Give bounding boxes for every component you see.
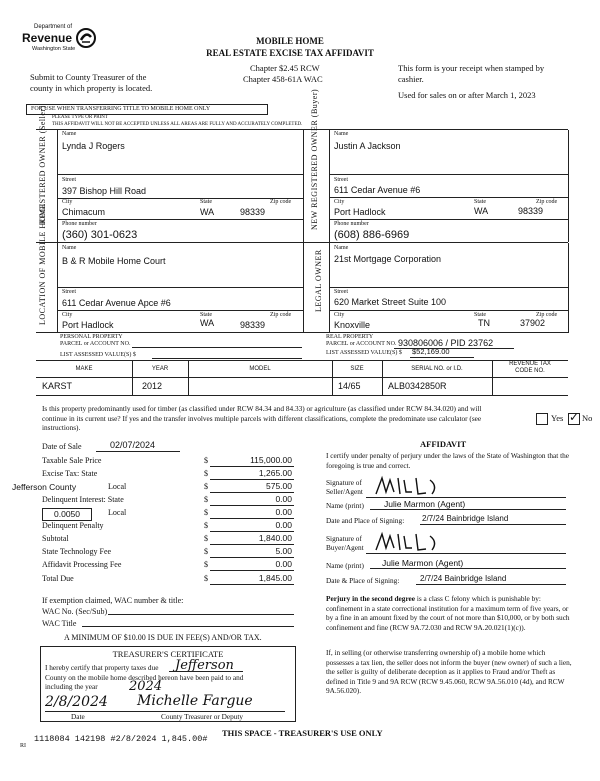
tax-row-label: Local [108,508,127,517]
seller-date-place-label: Date and Place of Signing: [326,516,405,525]
treasurer-text-2: County on the mobile home described hereon have been paid to and including the year [45,673,244,691]
buyer-print-name: Julie Marmon (Agent) [382,558,464,568]
exemption-label: If exemption claimed, WAC number & title: [42,596,184,605]
label: Phone number [62,221,97,227]
tax-row-label: Affidavit Processing Fee [42,560,122,569]
tax-row-value: 575.00 [266,481,292,491]
buyer-side-label: NEW REGISTERED OWNER (Buyer) [310,88,319,230]
chapter-rcw: Chapter $2.45 RCW [250,63,320,73]
location-zip: 98339 [240,320,266,330]
date-of-sale-label: Date of Sale [42,442,82,451]
header-tax-code: REVENUE TAX CODE NO. [509,361,551,374]
location-name: B & R Mobile Home Court [62,256,166,266]
county-name: Jefferson County [12,482,77,492]
label: Name [62,245,77,251]
tax-row-label: Subtotal [42,534,69,543]
label: Zip code [270,199,292,205]
seller-city: Chimacum [62,207,106,217]
tax-row-label: Total Due [42,574,74,583]
treasurer-signature: Michelle Fargue [137,693,253,709]
chapter-wac: Chapter 458-61A WAC [243,74,323,84]
seller-sig-label: Signature of Seller/Agent [326,478,363,496]
tax-row-value: 1,840.00 [258,533,292,543]
tax-row-label: Taxable Sale Price [42,456,102,465]
label: City [62,199,73,205]
tax-row-value: 0.00 [275,559,292,569]
header-size: SIZE [350,366,364,372]
label: Phone number [334,221,369,227]
form-title-2: REAL ESTATE EXCISE TAX AFFIDAVIT [206,48,374,58]
legal-owner-street: 620 Market Street Suite 100 [334,297,447,307]
no-label: No [582,413,593,423]
no-checkbox[interactable] [568,410,580,425]
header-serial: SERIAL NO. or I.D. [411,366,463,372]
treasurer-title: TREASURER'S CERTIFICATE [112,649,224,659]
seller-phone: (360) 301-0623 [62,229,138,241]
treasurer-county-hw: Jefferson [175,658,234,673]
tax-row-label: Delinquent Penalty [42,521,104,530]
seller-signature [372,474,442,498]
header-year: YEAR [151,366,169,372]
label: State [200,199,212,205]
label: Street [334,177,348,183]
label: Name [62,131,77,137]
assessed-label: LIST ASSESSED VALUE(S) $ [60,352,136,358]
timber-question: Is this property predominantly used for timber (as classified under RCW 84.34 and 84.33) or agriculture (as classified under RCW 84.34.020) and will continue in its current use? If yes and the transfer involves multiple parcels with different classifications, complete the predominate use calculator (see instructions). [42,404,482,432]
agency-line1: Department of [34,24,73,30]
wac-title-label: WAC Title [42,619,77,628]
tax-row-value: 115,000.00 [250,455,292,465]
seller-side-label: REGISTERED OWNER (Seller) [38,105,47,224]
location-side-label: LOCATION OF MOBILE HOME [38,203,47,325]
buyer-street: 611 Cedar Avenue #6 [334,185,421,195]
cell-serial: ALB0342850R [388,381,447,391]
tax-row-dollar: $ [204,560,208,569]
local-rate-box [42,508,92,521]
seller-name: Lynda J Rogers [62,141,125,151]
tax-row-value: 5.00 [275,546,292,556]
use-note: Used for sales on or after March 1, 2023 [398,90,536,100]
submit-note: Submit to County Treasurer of the county in which property is located. [30,72,153,93]
tax-row-label: Delinquent Interest: State [42,495,124,504]
seller-state: WA [200,207,215,217]
treasurer-date-label: Date [71,712,85,721]
tax-row-value: 0.00 [275,507,292,517]
legal-side-label: LEGAL OWNER [314,249,323,312]
agency-state: Washington State [32,46,76,52]
treasurer-certificate [40,646,296,722]
real-property-label: REAL PROPERTY [326,334,374,340]
checkmark-icon: ✓ [569,410,580,424]
cell-size: 14/65 [338,381,361,391]
seller-street: 397 Bishop Hill Road [62,186,147,196]
seller-name-print-label: Name (print) [326,501,364,510]
label: State [474,312,486,318]
minimum-notice: A MINIMUM OF $10.00 IS DUE IN FEE(S) AND/OR TAX. [64,633,262,642]
type-note: PLEASE TYPE OR PRINT [52,115,108,120]
cell-make: KARST [42,381,73,391]
treasurer-use-only: THIS SPACE - TREASURER'S USE ONLY [222,728,383,738]
buyer-state: WA [474,206,489,216]
label: City [334,199,345,205]
label: City [334,312,345,318]
label: Name [334,131,349,137]
buyer-phone: (608) 886-6969 [334,229,410,241]
tax-row-dollar: $ [204,508,208,517]
label: Street [334,289,348,295]
buyer-name-print-label: Name (print) [326,561,364,570]
buyer-date-place: 2/7/24 Bainbridge Island [420,574,507,583]
label: State [474,199,486,205]
lien-text: If, in selling (or otherwise transferring ownership of) a mobile home which possesses a tax lien, the seller does not inform the buyer (new owner) of such a lien, the seller is guilty of deliberate deception as it applies to Fraud and/or Theft as defined in Title 9 and 9A RCW (RCW 9.45.060, RCW 9A.56.010 (4d), and RCW 9A.56.020). [326,648,572,695]
label: Zip code [536,199,558,205]
cell-year: 2012 [142,381,163,391]
real-assessed-value: $52,169.00 [412,347,450,356]
wac-no-label: WAC No. (Sec/Sub) [42,607,108,616]
yes-checkbox[interactable] [536,413,548,425]
seller-date-place: 2/7/24 Bainbridge Island [422,514,509,523]
label: Street [62,177,76,183]
real-parcel-value: 930806006 / PID 23762 [398,338,494,348]
footer-code: RI [20,743,26,749]
label: State [200,312,212,318]
treasurer-date-hw: 2/8/2024 [45,694,108,710]
buyer-name: Justin A Jackson [334,141,401,151]
date-of-sale-value: 02/07/2024 [110,440,156,450]
seller-print-name: Julie Marmon (Agent) [384,499,466,509]
perjury-body: is a class C felony which is punishable by: confinement in a state correctional institution for a maximum term of five years, or by a fine in an amount fixed by the court of not more than $10,000, or by both such confinement and fine (RCW 9A.72.030 and RCW 9A.20.021(1)(c)). [326,594,570,632]
form-title-1: MOBILE HOME [256,36,324,46]
legal-owner-name: 21st Mortgage Corporation [334,254,442,264]
yes-label: Yes [551,413,564,423]
location-state: WA [200,318,215,328]
tax-row-label: State Technology Fee [42,547,112,556]
assessed-label-2: LIST ASSESSED VALUE(S) $ [326,350,402,356]
local-rate-value: 0.0050 [54,509,80,519]
buyer-zip: 98339 [518,206,544,216]
seller-zip: 98339 [240,207,266,217]
tax-row-dollar: $ [204,469,208,478]
tax-row-value: 0.00 [275,520,292,530]
label: City [62,312,73,318]
treasurer-year-hw: 2024 [129,679,163,694]
tax-row-dollar: $ [204,534,208,543]
tax-row-dollar: $ [204,482,208,491]
perjury-head: Perjury in the second degree [326,594,416,603]
tax-row-label: Excise Tax: State [42,469,98,478]
receipt-note: This form is your receipt when stamped by cashier. [398,63,545,84]
location-street: 611 Cedar Avenue Apce #6 [62,298,171,308]
personal-property-label: PERSONAL PROPERTY [60,334,123,340]
location-city: Port Hadlock [62,320,114,330]
header-model: MODEL [249,366,271,372]
label: Zip code [536,312,558,318]
buyer-city: Port Hadlock [334,207,386,217]
label: Name [334,245,349,251]
buyer-date-place-label: Date & Place of Signing: [326,576,400,585]
transfer-banner: FOR USE WHEN TRANSFERRING TITLE TO MOBILE HOME ONLY [26,104,268,115]
tax-row-dollar: $ [204,521,208,530]
parcel-label: PARCEL or ACCOUNT NO. [60,341,131,347]
treasurer-sig-label: County Treasurer or Deputy [161,712,244,721]
legal-owner-city: Knoxville [334,320,371,330]
label: Street [62,289,76,295]
affidavit-title: AFFIDAVIT [420,439,467,449]
legal-owner-zip: 37902 [520,318,546,328]
agency-name: Revenue [22,31,73,45]
header-make: MAKE [75,366,93,372]
tax-row-dollar: $ [204,495,208,504]
footer-stamp: 1118084 142198 #2/8/2024 1,845.00# [34,734,208,744]
tax-row-value: 0.00 [275,494,292,504]
tax-row-label: Local [108,482,127,491]
buyer-sig-label: Signature of Buyer/Agent [326,534,364,552]
tax-row-dollar: $ [204,574,208,583]
buyer-signature [372,530,442,554]
dor-emblem-icon [76,28,96,48]
tax-row-dollar: $ [204,456,208,465]
treasurer-text-1: I hereby certify that property taxes due [45,663,159,672]
affidavit-certify: I certify under penalty of perjury under the laws of the State of Washington that the foregoing is true and correct. [326,451,570,470]
real-parcel-label: PARCEL or ACCOUNT NO. [326,341,397,347]
tax-row-value: 1,845.00 [258,573,292,583]
perjury-text [326,594,574,632]
label: Zip code [270,312,292,318]
legal-owner-state: TN [478,318,490,328]
vehicle-table [36,360,568,396]
dor-logo [22,24,102,60]
tax-row-value: 1,265.00 [258,468,292,478]
tax-row-dollar: $ [204,547,208,556]
complete-note: THIS AFFIDAVIT WILL NOT BE ACCEPTED UNLESS ALL AREAS ARE FULLY AND ACCURATELY COMPLETED. [52,122,303,127]
